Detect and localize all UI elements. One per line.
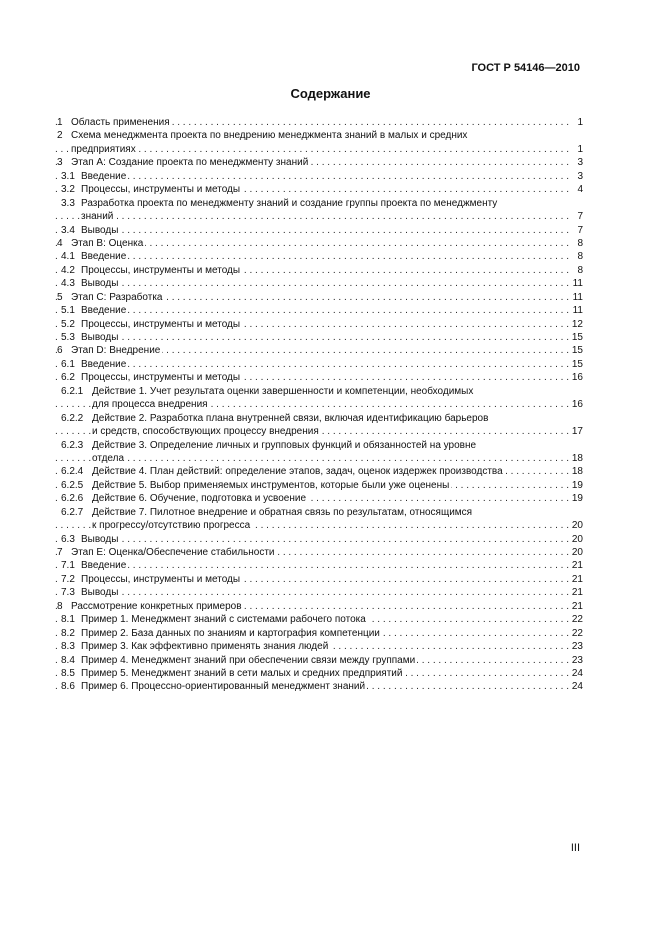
toc-entry-title: Действие 2. Разработка плана внутренней связи, включая идентификацию барьеров	[92, 412, 489, 424]
toc-entry[interactable]	[55, 358, 583, 371]
toc-entry-page: 8	[577, 237, 583, 249]
toc-entry-page: 11	[572, 291, 583, 303]
toc-entry-title: Выводы	[81, 224, 119, 236]
toc-entry[interactable]	[55, 264, 583, 277]
toc-entry-page: 18	[571, 466, 583, 478]
toc-entry-page: 23	[571, 654, 583, 666]
toc-entry[interactable]	[55, 291, 583, 304]
toc-entry-page: 24	[571, 681, 583, 693]
toc-entry-page: 7	[577, 224, 583, 236]
toc-entry-title: Выводы	[81, 587, 119, 599]
toc-entry-title: Выводы	[81, 332, 119, 343]
toc-entry-page: 19	[571, 479, 583, 491]
dot-leader	[55, 533, 571, 546]
toc-entry-page: 17	[571, 426, 583, 438]
toc-entry-title: Действие 6. Обучение, подготовка и усвоение	[92, 493, 307, 505]
toc-entry-page: 16	[571, 399, 583, 411]
document-code: ГОСТ Р 54146—2010	[471, 62, 580, 74]
toc-entry-number: 4.2	[61, 264, 75, 276]
toc-entry-title: Процессы, инструменты и методы	[81, 372, 241, 384]
toc-entry[interactable]	[55, 344, 583, 357]
toc-entry[interactable]	[55, 465, 583, 478]
toc-entry-number: 6.2	[61, 372, 75, 384]
toc-entry-page: 20	[571, 533, 583, 545]
toc-entry-page: 1	[577, 117, 583, 128]
toc-entry-number: 4	[57, 237, 63, 249]
toc-entry-page: 15	[571, 345, 583, 357]
toc-entry-number: 7	[57, 547, 63, 558]
toc-entry[interactable]	[55, 197, 583, 210]
toc-entry-number: 6.2.4	[61, 466, 84, 478]
toc-entry-page: 7	[577, 211, 583, 223]
toc-entry[interactable]	[55, 224, 583, 237]
toc-entry-number: 4.1	[61, 251, 75, 263]
toc-entry-page: 3	[577, 170, 583, 182]
toc-entry-number: 6.2.7	[61, 506, 84, 518]
toc-entry-title: Пример 6. Процессно-ориентированный менеджмент знаний	[81, 681, 366, 693]
toc-entry[interactable]	[55, 506, 583, 519]
toc-entry-title: Пример 5. Менеджмент знаний в сети малых и средних предприятий	[81, 667, 403, 679]
toc-entry-page: 15	[571, 332, 583, 343]
toc-entry-number: 3.2	[61, 184, 75, 196]
toc-entry-number: 8	[57, 600, 63, 612]
toc-entry-page: 21	[571, 573, 583, 585]
toc-entry-page: 21	[571, 560, 583, 572]
toc-entry-number: 3	[57, 157, 63, 169]
toc-entry-number: 5	[57, 291, 63, 303]
toc-entry[interactable]	[55, 210, 583, 223]
toc-entry[interactable]	[55, 586, 583, 599]
page-title: Содержание	[290, 86, 371, 101]
toc-entry-title: Пример 1. Менеджмент знаний с системами рабочего потока	[81, 614, 366, 626]
toc-entry-number: 1	[57, 117, 63, 128]
toc-entry-page: 4	[577, 184, 583, 196]
toc-entry-number: 4.3	[61, 278, 75, 290]
toc-entry-number: 8.3	[61, 641, 75, 653]
toc-entry[interactable]	[55, 452, 583, 465]
toc-entry-number: 3.1	[61, 170, 75, 182]
toc-entry-title: Этап С: Разработка	[71, 291, 163, 303]
toc-entry-number: 5.2	[61, 318, 75, 330]
toc-entry[interactable]	[55, 237, 583, 250]
toc-entry-page: 20	[571, 520, 583, 532]
toc-entry[interactable]	[55, 439, 583, 452]
toc-entry[interactable]	[55, 331, 583, 344]
toc-entry-page: 23	[571, 641, 583, 653]
toc-entry-title: Схема менеджмента проекта по внедрению менеджмента знаний в малых и средних	[71, 130, 468, 142]
toc-entry-title: и средств, способствующих процессу внедрения	[92, 426, 319, 438]
toc-entry-number: 7.1	[61, 560, 75, 572]
toc-entry-number: 6.2.6	[61, 493, 84, 505]
dot-leader	[55, 277, 571, 290]
toc-entry-page: 21	[571, 587, 583, 599]
toc-entry[interactable]	[55, 183, 583, 196]
toc-entry-title: Введение	[81, 560, 127, 572]
toc-entry-number: 6.2.5	[61, 479, 84, 491]
toc-entry-number: 8.1	[61, 614, 75, 626]
toc-entry-title: для процесса внедрения	[92, 399, 208, 411]
toc-entry-title: Рассмотрение конкретных примеров	[71, 600, 242, 612]
toc-entry[interactable]	[55, 304, 583, 317]
toc-entry-title: Разработка проекта по менеджменту знаний и создание группы проекта по менеджменту	[81, 197, 498, 209]
toc-entry[interactable]	[55, 573, 583, 586]
toc-entry-number: 6.2.2	[61, 412, 84, 424]
toc-entry-number: 7.3	[61, 587, 75, 599]
toc-entry-title: Этап А: Создание проекта по менеджменту знаний	[71, 157, 309, 169]
toc-entry-title: Действие 7. Пилотное внедрение и обратная связь по результатам, относящимся	[92, 506, 473, 518]
toc-entry[interactable]	[55, 680, 583, 693]
toc-entry[interactable]	[55, 250, 583, 263]
toc-entry-title: знаний	[81, 211, 114, 223]
toc-entry-title: Введение	[81, 305, 127, 317]
toc-entry-page: 22	[571, 627, 583, 639]
toc-entry[interactable]	[55, 479, 583, 492]
toc-entry-number: 8.5	[61, 667, 75, 679]
dot-leader	[55, 586, 571, 599]
toc-entry-title: отдела	[92, 452, 125, 464]
toc-entry-page: 20	[571, 547, 583, 558]
toc-entry[interactable]	[55, 492, 583, 505]
page-number: III	[570, 842, 580, 854]
toc-entry-number: 3.4	[61, 224, 75, 236]
toc-entry-title: Процессы, инструменты и методы	[81, 264, 241, 276]
dot-leader	[55, 210, 571, 223]
toc-entry[interactable]	[55, 546, 583, 559]
toc-entry[interactable]	[55, 559, 583, 572]
toc-entry-number: 8.4	[61, 654, 75, 666]
toc-entry-title: Процессы, инструменты и методы	[81, 184, 241, 196]
toc-entry-page: 16	[571, 372, 583, 384]
toc-entry[interactable]	[55, 116, 583, 129]
toc-entry-title: Пример 4. Менеджмент знаний при обеспечении связи между группами	[81, 654, 416, 666]
toc-entry-title: предприятиях	[71, 143, 136, 155]
toc-entry[interactable]	[55, 533, 583, 546]
toc-entry-number: 6.1	[61, 358, 75, 370]
toc-entry-title: Выводы	[81, 533, 119, 545]
toc-entry-page: 8	[577, 264, 583, 276]
toc-entry-number: 5.1	[61, 305, 75, 317]
toc-entry-number: 2	[57, 130, 63, 142]
toc-entry-title: Выводы	[81, 278, 119, 290]
toc-entry-page: 12	[571, 318, 583, 330]
toc-entry-title: Этап D: Внедрение	[71, 345, 161, 357]
table-of-contents	[55, 116, 583, 694]
toc-entry-title: Введение	[81, 170, 127, 182]
toc-entry-title: Область применения	[71, 117, 170, 128]
toc-entry[interactable]	[55, 371, 583, 384]
toc-entry-page: 11	[572, 305, 583, 317]
toc-entry-page: 21	[571, 600, 583, 612]
toc-entry-title: Процессы, инструменты и методы	[81, 318, 241, 330]
toc-entry[interactable]	[55, 129, 583, 142]
toc-entry-page: 18	[571, 452, 583, 464]
toc-entry-title: Действие 3. Определение личных и групповых функций и обязанностей на уровне	[92, 439, 477, 451]
toc-entry-page: 8	[577, 251, 583, 263]
toc-entry-number: 8.2	[61, 627, 75, 639]
toc-entry-title: Пример 3. Как эффективно применять знания людей	[81, 641, 329, 653]
dot-leader	[55, 358, 571, 371]
dot-leader	[55, 170, 571, 183]
toc-entry-title: Введение	[81, 251, 127, 263]
toc-entry[interactable]	[55, 143, 583, 156]
toc-entry-title: Действие 1. Учет результата оценки завершенности и компетенции, необходимых	[92, 385, 474, 397]
toc-entry-title: Действие 5. Выбор применяемых инструментов, которые были уже оценены	[92, 479, 450, 491]
dot-leader	[55, 224, 571, 237]
toc-entry-page: 24	[571, 667, 583, 679]
toc-entry-title: Действие 4. План действий: определение этапов, задач, оценок издержек производства	[92, 466, 503, 478]
toc-entry[interactable]	[55, 613, 583, 626]
toc-entry-page: 3	[577, 157, 583, 169]
toc-entry-title: к прогрессу/отсутствию прогресса	[92, 520, 251, 532]
toc-entry[interactable]	[55, 385, 583, 398]
toc-entry-title: Этап Е: Оценка/Обеспечение стабильности	[71, 547, 275, 558]
toc-entry[interactable]	[55, 412, 583, 425]
toc-entry-number: 6	[57, 345, 63, 357]
toc-entry-title: Этап В: Оценка	[71, 237, 144, 249]
toc-entry[interactable]	[55, 654, 583, 667]
toc-entry[interactable]	[55, 627, 583, 640]
toc-entry-number: 7.2	[61, 573, 75, 585]
toc-entry[interactable]	[55, 318, 583, 331]
toc-entry[interactable]	[55, 170, 583, 183]
toc-entry-number: 6.2.3	[61, 439, 84, 451]
toc-entry[interactable]	[55, 425, 583, 438]
toc-entry-page: 22	[571, 614, 583, 626]
toc-entry[interactable]	[55, 519, 583, 532]
toc-entry-title: Пример 2. База данных по знаниям и картография компетенции	[81, 627, 380, 639]
dot-leader	[55, 304, 571, 317]
toc-entry[interactable]	[55, 277, 583, 290]
toc-entry[interactable]	[55, 667, 583, 680]
toc-entry-number: 3.3	[61, 197, 75, 209]
dot-leader	[55, 250, 571, 263]
toc-entry[interactable]	[55, 600, 583, 613]
toc-entry-number: 6.3	[61, 533, 75, 545]
toc-entry[interactable]	[55, 640, 583, 653]
toc-entry-number: 5.3	[61, 332, 75, 343]
toc-entry-number: 6.2.1	[61, 385, 84, 397]
toc-entry-page: 15	[571, 358, 583, 370]
toc-entry[interactable]	[55, 398, 583, 411]
toc-entry-page: 19	[571, 493, 583, 505]
dot-leader	[55, 331, 571, 344]
toc-entry-page: 1	[577, 143, 583, 155]
toc-entry[interactable]	[55, 156, 583, 169]
toc-entry-title: Введение	[81, 358, 127, 370]
toc-entry-number: 8.6	[61, 681, 75, 693]
toc-entry-title: Процессы, инструменты и методы	[81, 573, 241, 585]
dot-leader	[55, 452, 571, 465]
toc-entry-page: 11	[572, 278, 583, 290]
dot-leader	[55, 559, 571, 572]
